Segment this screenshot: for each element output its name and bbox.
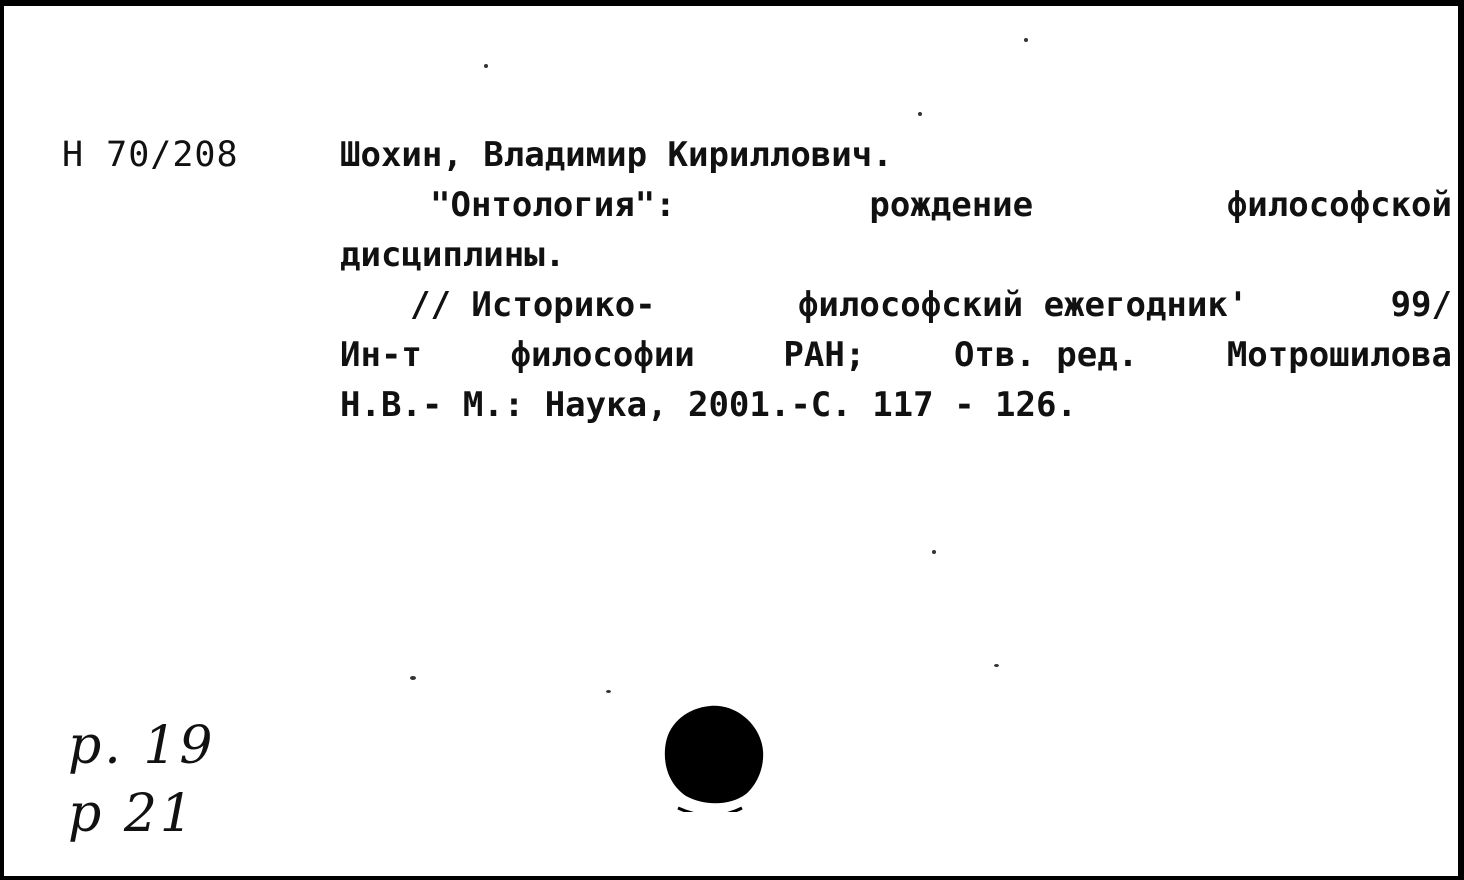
entry-line-publisher	[340, 330, 1452, 380]
entry-line-title-continued	[340, 230, 1452, 280]
scan-speck	[994, 664, 999, 667]
bibliographic-entry	[340, 130, 1452, 430]
entry-text: философский ежегодник'	[797, 285, 1249, 325]
entry-text: рождение	[869, 185, 1034, 225]
entry-text: Ин-т	[340, 335, 422, 375]
scan-speck	[1024, 38, 1028, 42]
card-left-edge	[0, 0, 4, 880]
scan-speck	[918, 112, 922, 116]
scan-speck	[606, 690, 611, 693]
shelfmark: Н 70/208	[62, 135, 239, 175]
card-bottom-edge	[0, 876, 1464, 880]
entry-text: "Онтология":	[430, 185, 676, 225]
entry-text: философии	[510, 335, 695, 375]
entry-text: дисциплины.	[340, 235, 566, 275]
scan-speck	[410, 676, 416, 680]
entry-text: // Историко-	[410, 285, 656, 325]
punch-hole	[660, 700, 768, 812]
entry-line-imprint	[340, 380, 1452, 430]
scan-speck	[932, 550, 936, 554]
card-right-edge	[1458, 0, 1464, 880]
scan-speck	[484, 64, 488, 68]
entry-text: Н.В.- М.: Наука, 2001.-С. 117 - 126.	[340, 385, 1077, 425]
card-top-edge	[0, 0, 1464, 6]
entry-text: Мотрошилова	[1226, 335, 1452, 375]
entry-text: Отв. ред.	[953, 335, 1139, 375]
handwritten-note: р. 19	[68, 716, 216, 776]
entry-text: Шохин, Владимир Кириллович.	[340, 135, 893, 175]
handwritten-note: р 21	[68, 784, 196, 844]
entry-line-author	[340, 130, 1452, 180]
entry-line-title	[340, 180, 1452, 230]
entry-text: философской	[1226, 185, 1452, 225]
entry-line-source	[340, 280, 1452, 330]
entry-text: РАН;	[783, 335, 866, 375]
entry-text: 99/	[1390, 285, 1452, 325]
handwritten-notes	[68, 712, 216, 848]
